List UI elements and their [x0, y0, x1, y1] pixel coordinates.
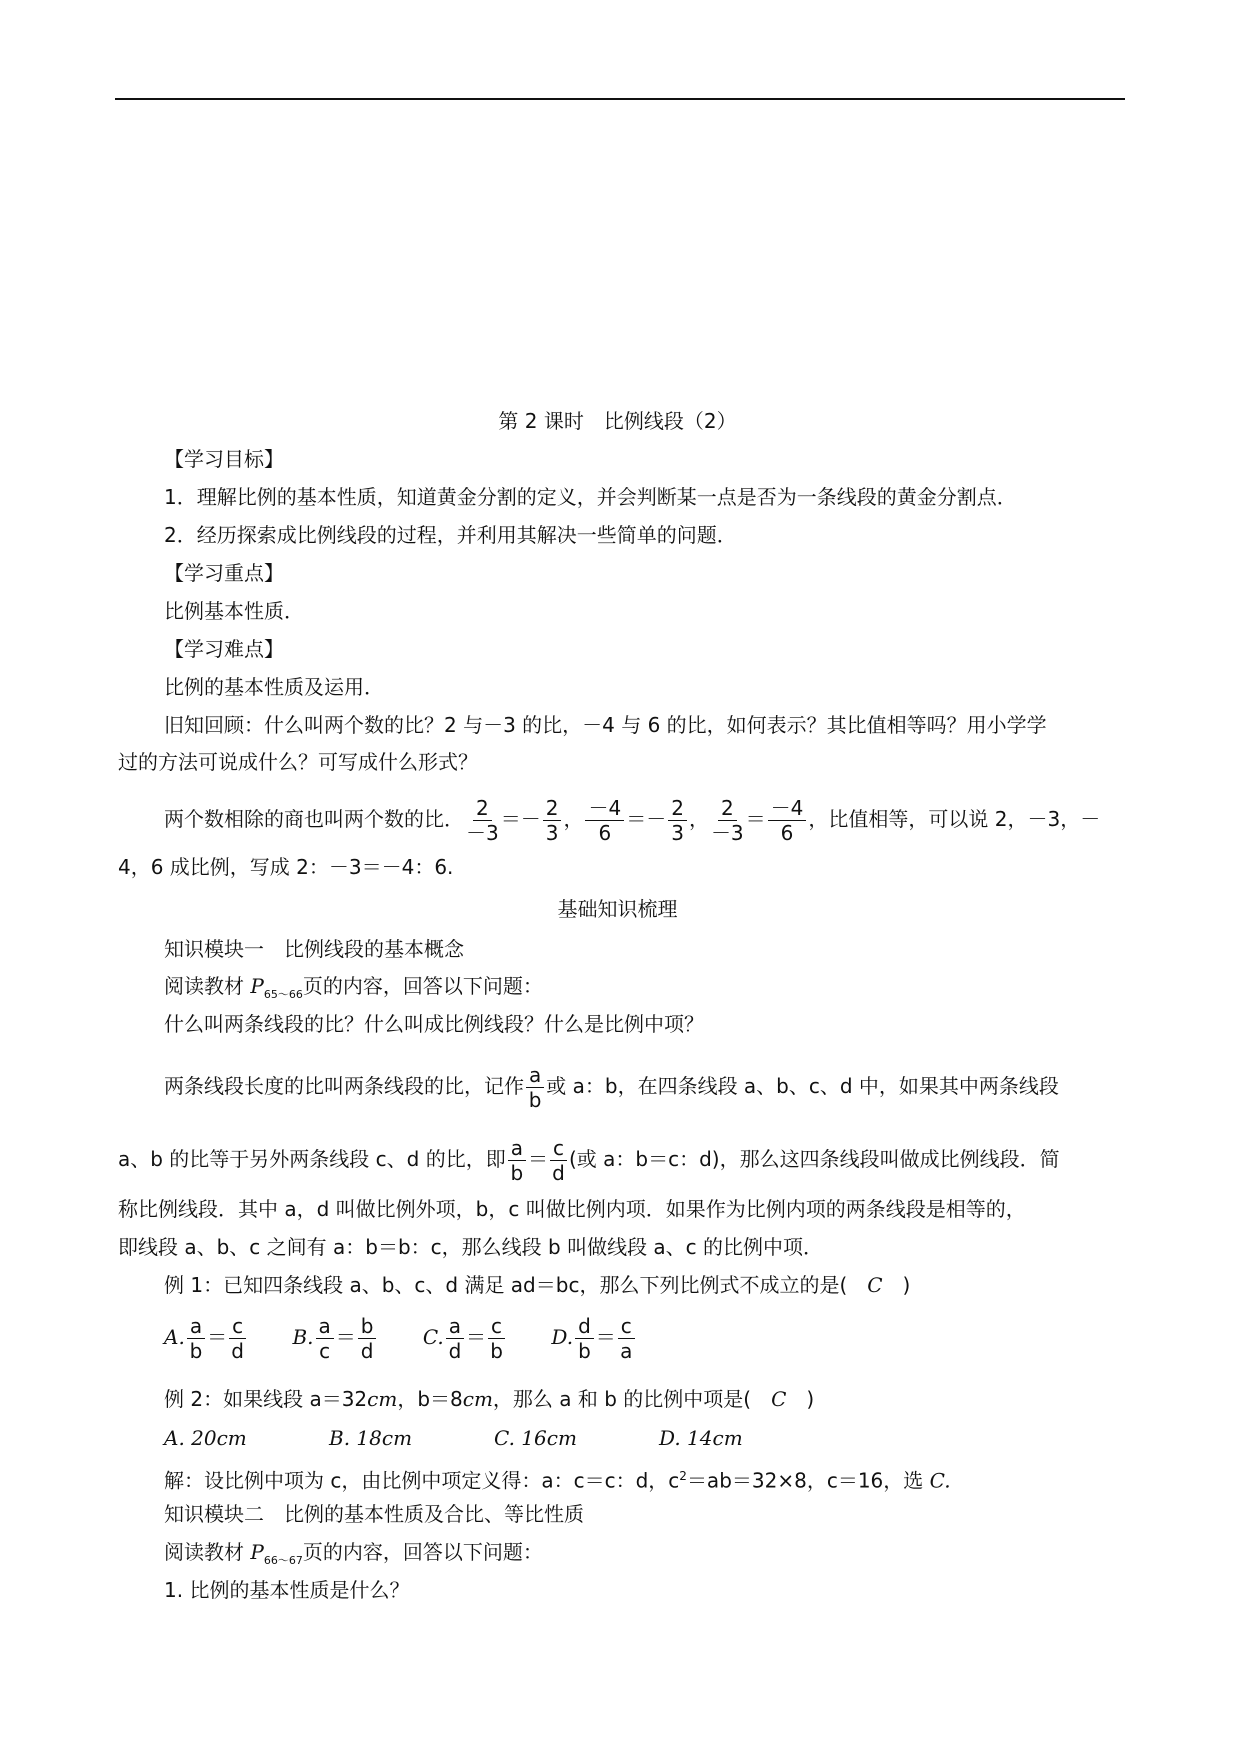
numerator: 2 [473, 796, 492, 821]
denominator: b [578, 1339, 591, 1363]
module-1-title: 知识模块一 比例线段的基本概念 [164, 937, 464, 961]
numerator: a [526, 1063, 544, 1088]
numerator: c [550, 1136, 567, 1161]
denominator: b [189, 1339, 203, 1363]
reading-prefix: 阅读教材 [164, 1540, 251, 1564]
example-2-question-b: ，b＝8 [397, 1387, 463, 1411]
option-label: B. [292, 1325, 314, 1349]
solution-a: 解：设比例中项为 c，由比例中项定义得：a：c＝c：d，c [164, 1468, 680, 1493]
example-2-answer: C [771, 1387, 787, 1411]
option-d [551, 1314, 636, 1363]
denominator: －3 [466, 821, 499, 845]
definition-line-4: 即线段 a、b、c 之间有 a：b＝b：c，那么线段 b 叫做线段 a、c 的比例中项． [118, 1235, 824, 1259]
fraction [316, 1314, 334, 1363]
example-2-solution [164, 1462, 951, 1495]
denominator: d [231, 1339, 244, 1363]
equals: ＝ [335, 1325, 356, 1349]
option-label: C. [422, 1325, 444, 1349]
option-d: D. 14cm [659, 1426, 743, 1450]
numerator: c [229, 1314, 246, 1339]
denominator: 3 [545, 821, 559, 845]
equals: ＝ [595, 1325, 616, 1349]
key-header: 【学习重点】 [164, 561, 284, 585]
equals: ＝－ [500, 807, 541, 831]
denominator: b [528, 1088, 542, 1112]
example-2-question-a: 例 2：如果线段 a＝32 [164, 1387, 368, 1411]
page-range: 65～66 [263, 988, 303, 1001]
ratio-answer-suffix: ，比值相等，可以说 2，－3，－ [808, 807, 1101, 831]
fraction [446, 1314, 464, 1363]
numerator: a [187, 1314, 205, 1339]
numerator: a [316, 1314, 334, 1339]
fraction [543, 796, 562, 845]
fraction [229, 1314, 246, 1363]
denominator: b [490, 1339, 503, 1363]
review-line-2: 过的方法可说成什么？可写成什么形式？ [118, 750, 478, 774]
objective-2: 2．经历探索成比例线段的过程，并利用其解决一些简单的问题． [164, 523, 737, 547]
fraction [550, 1136, 567, 1185]
numerator: a [508, 1136, 526, 1161]
page-reference: P [250, 1540, 264, 1564]
fraction [466, 796, 499, 845]
review-line-1: 旧知回顾：什么叫两个数的比？2 与－3 的比，－4 与 6 的比，如何表示？其比值相等吗？用小学学 [164, 713, 1047, 737]
module-1-reading [164, 972, 543, 1009]
objective-1: 1．理解比例的基本性质，知道黄金分割的定义，并会判断某一点是否为一条线段的黄金分割点． [164, 485, 1017, 509]
equals: ＝ [745, 807, 766, 831]
header-rule [115, 98, 1125, 100]
fraction [508, 1136, 526, 1185]
numerator: 2 [543, 796, 562, 821]
denominator: 6 [780, 821, 794, 845]
numerator: 2 [718, 796, 737, 821]
example-2-stem [164, 1385, 814, 1413]
example-1-stem [164, 1271, 910, 1299]
equals: ＝ [466, 1325, 487, 1349]
option-label: A. [164, 1325, 185, 1349]
option-b: B. 18cm [329, 1426, 413, 1450]
numerator: c [618, 1314, 635, 1339]
denominator: 3 [671, 821, 684, 845]
definition-line-2 [118, 1136, 1060, 1185]
example-2-close: ) [786, 1387, 815, 1411]
option-a: A. 20cm [164, 1426, 247, 1450]
definition-suffix: 或 a：b，在四条线段 a、b、c、d 中，如果其中两条线段 [546, 1074, 1059, 1098]
definition-line-2-prefix: a、b 的比等于另外两条线段 c、d 的比，即 [118, 1147, 506, 1171]
example-1-answer: C [867, 1273, 883, 1297]
definition-line-3: 称比例线段．其中 a，d 叫做比例外项，b，c 叫做比例内项．如果作为比例内项的两条线段是相等的， [118, 1197, 1026, 1221]
fraction [711, 796, 744, 845]
reading-suffix: 页的内容，回答以下问题： [302, 1540, 543, 1564]
ratio-answer-line-2: 4，6 成比例，写成 2：－3＝－4：6. [118, 855, 454, 879]
equals: ＝ [527, 1147, 548, 1171]
unit: cm [462, 1387, 493, 1411]
fraction [585, 796, 624, 845]
ratio-answer-prefix: 两个数相除的商也叫两个数的比． [164, 807, 464, 831]
unit: cm [367, 1387, 398, 1411]
lesson-title: 第 2 课时 比例线段（2） [498, 409, 737, 433]
superscript: 2 [679, 1469, 687, 1483]
difficulty-header: 【学习难点】 [164, 637, 284, 661]
fraction [575, 1314, 594, 1363]
denominator: 6 [598, 821, 612, 845]
numerator: a [446, 1314, 464, 1339]
example-2-question-c: ，那么 a 和 b 的比例中项是( [492, 1387, 772, 1411]
page-range: 66～67 [263, 1554, 303, 1567]
denominator: a [620, 1339, 633, 1363]
definition-prefix: 两条线段长度的比叫两条线段的比，记作 [164, 1074, 524, 1098]
reading-prefix: 阅读教材 [164, 974, 251, 998]
numerator: d [575, 1314, 594, 1339]
numerator: －4 [768, 796, 807, 821]
definition-line-2-suffix: (或 a：b＝c：d)，那么这四条线段叫做成比例线段．简 [568, 1147, 1060, 1171]
fraction [618, 1314, 635, 1363]
fraction [668, 796, 687, 845]
difficulty-text: 比例的基本性质及运用． [164, 675, 384, 699]
option-a [164, 1314, 248, 1363]
denominator: －3 [710, 821, 744, 845]
example-1-question: 例 1：已知四条线段 a、b、c、d 满足 ad＝bc，那么下列比例式不成立的是( [164, 1273, 868, 1297]
example-2-options [164, 1424, 824, 1452]
page-reference: P [250, 974, 264, 998]
option-b [292, 1314, 378, 1363]
option-label: D. [551, 1325, 574, 1349]
option-c: C. 16cm [494, 1426, 577, 1450]
reading-suffix: 页的内容，回答以下问题： [302, 974, 543, 998]
module-2-title: 知识模块二 比例的基本性质及合比、等比性质 [164, 1502, 584, 1526]
denominator: c [319, 1339, 331, 1363]
key-text: 比例基本性质． [164, 599, 304, 623]
numerator: 2 [668, 796, 687, 821]
solution-b: ＝ab＝32×8，c＝16，选 [686, 1468, 930, 1493]
equals: ＝ [207, 1325, 228, 1349]
example-1-close: ) [882, 1273, 911, 1297]
definition-line-1 [164, 1063, 1059, 1112]
denominator: d [552, 1161, 565, 1185]
module-2-reading [164, 1538, 543, 1575]
section-heading: 基础知识梳理 [557, 897, 678, 921]
fraction [187, 1314, 205, 1363]
separator: ， [688, 807, 709, 831]
numerator: c [488, 1314, 505, 1339]
objectives-header: 【学习目标】 [164, 447, 284, 471]
fraction [526, 1063, 544, 1112]
module-1-question: 什么叫两条线段的比？什么叫成比例线段？什么是比例中项？ [164, 1012, 704, 1036]
fraction [358, 1314, 377, 1363]
ratio-answer-line [164, 796, 1100, 845]
numerator: －4 [585, 796, 624, 821]
denominator: b [510, 1161, 524, 1185]
numerator: b [358, 1314, 377, 1339]
equals: ＝－ [626, 807, 667, 831]
fraction [768, 796, 807, 845]
fraction [488, 1314, 505, 1363]
option-c [423, 1314, 507, 1363]
separator: ， [563, 807, 584, 831]
solution-choice: C. [929, 1468, 951, 1493]
example-1-options [164, 1314, 675, 1363]
denominator: d [448, 1339, 462, 1363]
denominator: d [360, 1339, 374, 1363]
module-2-question: 1. 比例的基本性质是什么？ [164, 1578, 410, 1602]
